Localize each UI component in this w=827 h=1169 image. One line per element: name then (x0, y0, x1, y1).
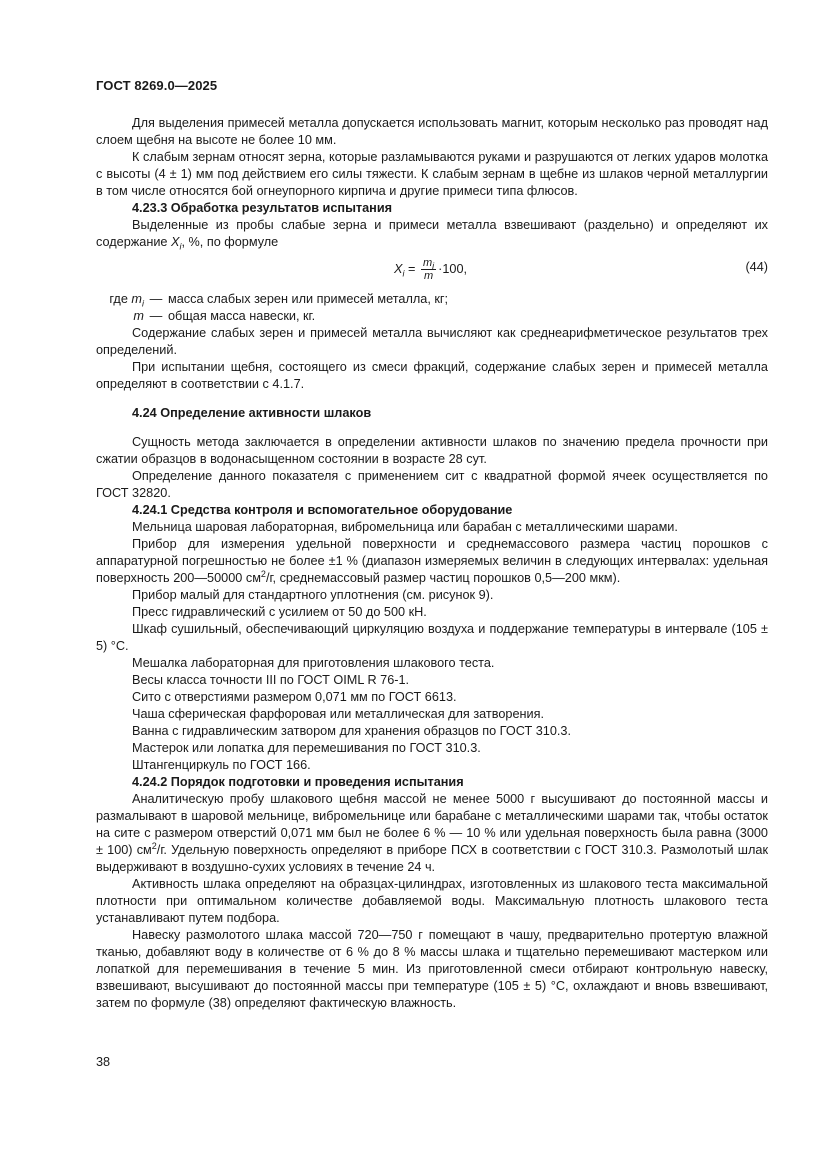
equipment-item: Шкаф сушильный, обеспечивающий циркуляцию воздуха и поддержание температуры в интервале (105 ± 5) °С. (96, 622, 768, 653)
equipment-item: Штангенциркуль по ГОСТ 166. (132, 758, 311, 772)
heading-4-24-2: 4.24.2 Порядок подготовки и проведения испытания (132, 775, 464, 789)
paragraph-sample-mixing: Навеску размолотого шлака массой 720—750 г помещают в чашу, предварительно протертую влажной тканью, добавляют воду в количестве от 6 % до 8 % массы шлака и тщательно перемешивают мастерком или лопаткой для перемешивания в течение 5 мин. Из приготовленной смеси отбирают контрольную навеску, взвешивают, высушивают до постоянной массы при температуре (105 ± 5) °С, охлаждают и вновь взвешивают, затем по формуле (38) определяют фактическую влажность. (96, 928, 768, 1010)
paragraph-sample-grinding: Аналитическую пробу шлакового щебня массой не менее 5000 г высушивают до постоянной массы и размалывают в шаровой мельнице, вибромельнице или барабане с металлическими шарами так, чтобы остаток на сите с размером отверстий 0,071 мм был не более 6 % — 10 % или удельная поверхность была равна (3000 ± 100) $см^2/г$. Удельную поверхность определяют в приборе ПСХ в соответствии с ГОСТ 310.3. Размолотый шлак выдерживают в воздушно-сухих условиях в течение 24 ч. (96, 792, 768, 874)
formula-expression: $X_i$ = $\frac{m_i}{m}$ ·100, (394, 257, 468, 282)
heading-4-24: 4.24 Определение активности шлаков (132, 406, 372, 420)
equipment-item: Пресс гидравлический с усилием от 50 до 500 кН. (132, 605, 427, 619)
paragraph-square-sieves: Определение данного показателя с применением сит с квадратной формой ячеек осуществляется по ГОСТ 32820. (96, 469, 768, 500)
equipment-item: Чаша сферическая фарфоровая или металлическая для затворения. (132, 707, 544, 721)
paragraph-method-essence: Сущность метода заключается в определении активности шлаков по значению предела прочности при сжатии образцов в водонасыщенном состоянии в возрасте 28 сут. (96, 435, 768, 466)
paragraph-magnet: Для выделения примесей металла допускается использовать магнит, которым несколько раз проводят над слоем щебня на высоте не более 10 мм. (96, 116, 768, 147)
paragraph-formula-intro: Выделенные из пробы слабые зерна и примеси металла взвешивают (раздельно) и определяют их содержание $X_i$, %, по формуле (96, 218, 768, 252)
paragraph-activity-cylinders: Активность шлака определяют на образцах-цилиндрах, изготовленных из шлакового теста максимальной плотности при оптимальном количестве добавляемой воды. Максимальную плотность шлакового теста устанавливают путем подбора. (96, 877, 768, 925)
equipment-item: Мастерок или лопатка для перемешивания по ГОСТ 310.3. (132, 741, 481, 755)
equipment-item: Ванна с гидравлическим затвором для хранения образцов по ГОСТ 310.3. (132, 724, 571, 738)
paragraph-fraction-mix: При испытании щебня, состоящего из смеси фракций, содержание слабых зерен и примесей металла определяют в соответствии с 4.1.7. (96, 360, 768, 391)
equipment-item: Мельница шаровая лабораторная, вибромельница или барабан с металлическими шарами. (132, 520, 678, 534)
paragraph-weak-grains: К слабым зернам относят зерна, которые разламываются руками и разрушаются от легких ударов молотка с высоты (4 ± 1) мм под действием его силы тяжести. К слабым зернам в щебне из шлаков черной металлургии в том числе относятся бой огнеупорного кирпича и другие примеси типа флюсов. (96, 150, 768, 198)
heading-4-24-1: 4.24.1 Средства контроля и вспомогательное оборудование (132, 503, 513, 517)
page-number: 38 (96, 1055, 111, 1069)
equipment-item-surface-device: Прибор для измерения удельной поверхности и среднемассового размера частиц порошков с аппаратурной погрешностью не более ±1 % (диапазон измеряемых величин в следующих интервалах: удельная поверхность 200—50000 $см^2/г$, среднемассовый размер частиц порошков 0,5—200 мкм). (96, 537, 768, 585)
where-item: m — общая масса навески, кг. (133, 309, 316, 323)
formula-fraction: $\frac{m_i}{m}$ (422, 257, 435, 282)
equipment-item: Мешалка лабораторная для приготовления шлакового теста. (132, 656, 495, 670)
document-code-header: ГОСТ 8269.0—2025 (96, 78, 218, 93)
equipment-item: Прибор малый для стандартного уплотнения (см. рисунок 9). (132, 588, 494, 602)
page-content (96, 115, 768, 1012)
formula-44 (96, 253, 768, 291)
equipment-item: Сито с отверстиями размером 0,071 мм по ГОСТ 6613. (132, 690, 457, 704)
paragraph-average: Содержание слабых зерен и примесей металла вычисляют как среднеарифметическое результатов трех определений. (96, 326, 768, 357)
where-item: где $m_i$ — масса слабых зерен или примесей металла, кг; (109, 292, 449, 309)
formula-number: (44) (745, 260, 768, 274)
equipment-item: Весы класса точности III по ГОСТ OIML R 76-1. (132, 673, 410, 687)
heading-4-23-3: 4.23.3 Обработка результатов испытания (132, 201, 393, 215)
